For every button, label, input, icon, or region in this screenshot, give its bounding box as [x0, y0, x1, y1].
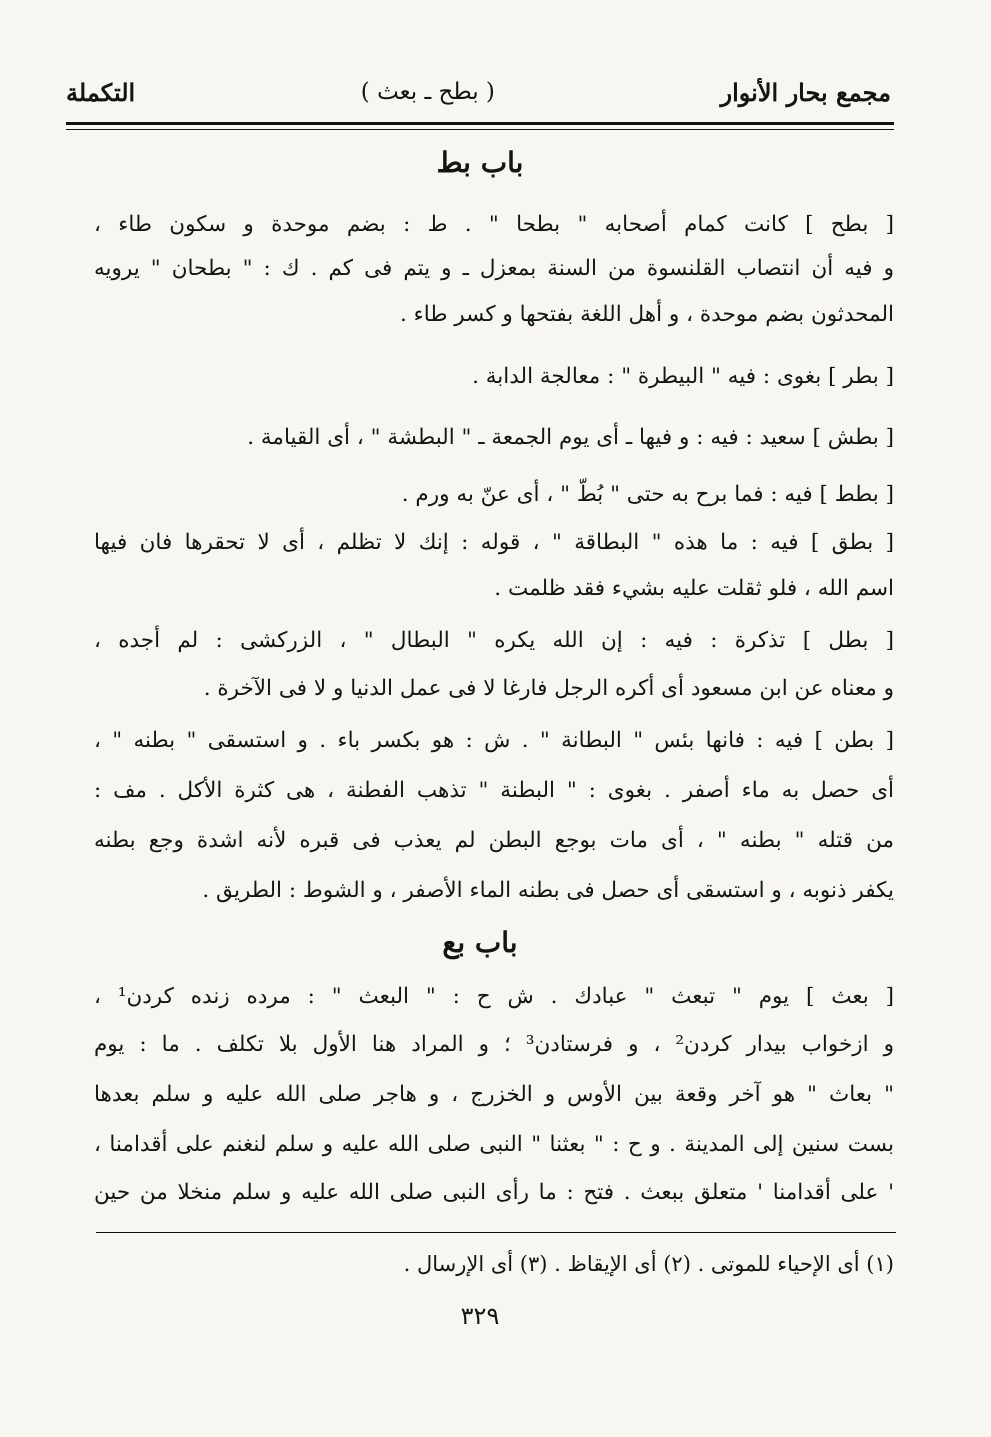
page-number: ٣٢٩: [460, 1302, 500, 1330]
text-line: ' على أقدامنا ' متعلق ببعث . فتح : ما رأى النبى صلى الله عليه و سلم منخلا من حين: [94, 1180, 894, 1205]
book-title: مجمع بحار الأنوار: [720, 77, 891, 107]
text-line: [ بعث ] يوم " تبعث " عبادك . ش ح : " البعث " : مرده زنده كردن¹ ،: [94, 984, 894, 1009]
entry-range: ( بطح ـ بعث ): [360, 79, 495, 105]
text-line: [ بطح ] كانت كمام أصحابه " بطحا " . ط : بضم موحدة و سكون طاء ،: [94, 212, 894, 237]
text-line: [ بطر ] بغوى : فيه " البيطرة " : معالجة الدابة .: [472, 364, 894, 389]
text-line: [ بطش ] سعيد : فيه : و فيها ـ أى يوم الجمعة ـ " البطشة " ، أى القيامة .: [247, 425, 894, 450]
section-title-bab-ba: باب بع: [442, 926, 518, 959]
running-header: [66, 70, 891, 114]
section-title-bab-bat: باب بط: [436, 146, 524, 179]
text-line: المحدثون بضم موحدة ، و أهل اللغة بفتحها و كسر طاء .: [400, 302, 894, 327]
text-line: أى حصل به ماء أصفر . بغوى : " البطنة " تذهب الفطنة ، هى كثرة الأكل . مف :: [94, 778, 894, 803]
text-line: بست سنين إلى المدينة . و ح : " بعثنا " النبى صلى الله عليه و سلم لنغنم على أقدامنا ،: [94, 1132, 894, 1157]
footnotes: (١) أى الإحياء للموتى . (٢) أى الإيقاظ . (٣) أى الإرسال .: [403, 1252, 894, 1276]
header-rule-thick: [66, 122, 894, 125]
text-line: و ازخواب بيدار كردن² ، و فرستادن³ ؛ و المراد هنا الأول بلا تكلف . ما : يوم: [94, 1032, 894, 1057]
text-line: [ بطط ] فيه : فما برح به حتى " بُطّ " ، أى عنّ به ورم .: [401, 482, 894, 507]
text-line: و معناه عن ابن مسعود أى أكره الرجل فارغا لا فى عمل الدنيا و لا فى الآخرة .: [203, 676, 894, 701]
text-line: [ بطن ] فيه : فانها بئس " البطانة " . ش : هو بكسر باء . و استسقى " بطنه " ،: [94, 728, 894, 753]
footnote-separator: [96, 1232, 896, 1233]
text-line: يكفر ذنوبه ، و استسقى أى حصل فى بطنه الماء الأصفر ، و الشوط : الطريق .: [202, 878, 894, 903]
text-line: [ بطق ] فيه : ما هذه " البطاقة " ، قوله : إنك لا تظلم ، أى لا تحقرها فان فيها: [94, 530, 894, 555]
text-line: " بعاث " هو آخر وقعة بين الأوس و الخزرج ، و هاجر صلى الله عليه و سلم بعدها: [94, 1082, 894, 1107]
header-rule-thin: [66, 129, 894, 130]
text-line: اسم الله ، فلو ثقلت عليه بشيء فقد ظلمت .: [494, 576, 894, 601]
text-line: من قتله " بطنه " ، أى مات بوجع البطن لم يعذب فى قبره لأنه اشدة وجع بطنه: [94, 828, 894, 853]
volume-label: التكملة: [66, 77, 136, 107]
text-line: و فيه أن انتصاب القلنسوة من السنة بمعزل ـ و يتم فى كم . ك : " بطحان " يرويه: [94, 256, 894, 281]
text-line: [ بطل ] تذكرة : فيه : إن الله يكره " البطال " ، الزركشى : لم أجده ،: [94, 628, 894, 653]
